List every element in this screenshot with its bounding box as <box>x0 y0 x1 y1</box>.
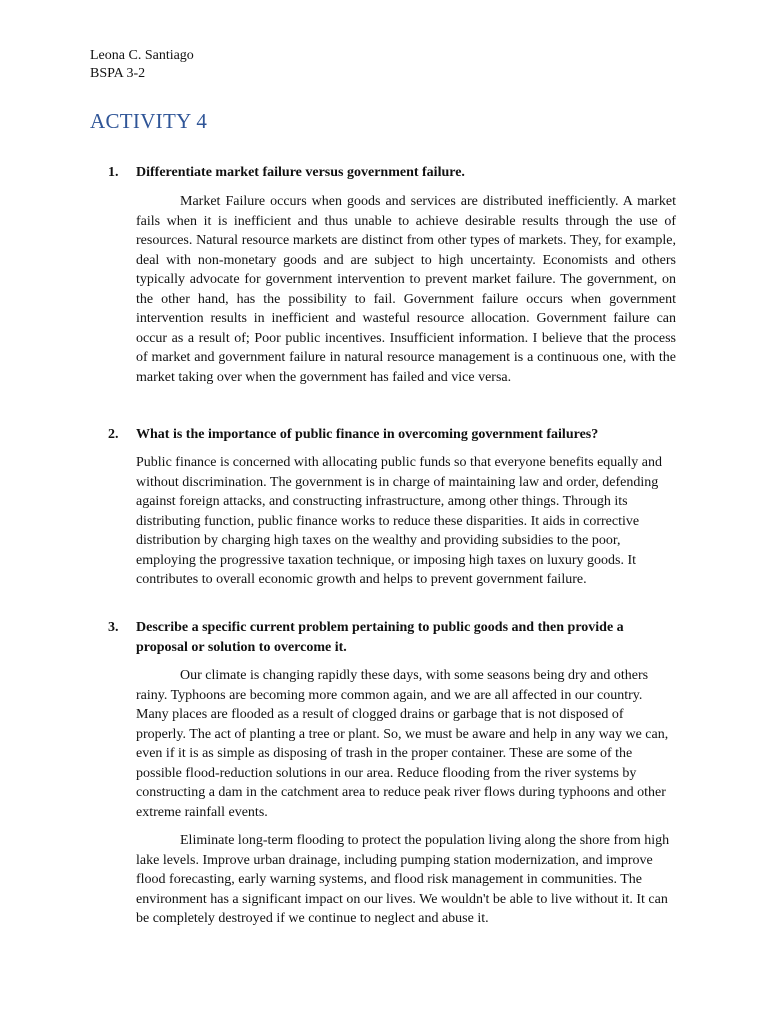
question-2 <box>108 425 678 445</box>
student-info <box>90 47 194 83</box>
question-number: 1. <box>108 165 119 180</box>
question-number: 3. <box>108 620 119 635</box>
student-section: BSPA 3-2 <box>90 66 146 81</box>
question-3 <box>108 618 678 657</box>
student-name: Leona C. Santiago <box>90 48 194 63</box>
document-title: ACTIVITY 4 <box>90 109 208 133</box>
question-text: Describe a specific current problem pertaining to public goods and then provide a proposal or solution to overcome it. <box>136 620 624 655</box>
question-1 <box>108 163 678 183</box>
answer-paragraph: Public finance is concerned with allocating public funds so that everyone benefits equally and without discrimination. The government is in charge of maintaining law and order, defending against foreign attacks, and constructing infrastructure, among other things. Through its distributing function, public finance works to reduce these disparities. It aids in corrective distribution by charging high taxes on the wealthy and providing subsidies to the poor, employing the progressive taxation technique, or imposing high taxes on luxury goods. It contributes to overall economic growth and helps to prevent government failure. <box>136 455 663 587</box>
question-text: What is the importance of public finance in overcoming government failures? <box>136 427 599 442</box>
answer-paragraph: Our climate is changing rapidly these days, with some seasons being dry and others rainy. Typhoons are becoming more common again, and we are all affected in our country. Many places are flooded as a result of clogged drains or garbage that is not disposed of properly. The act of planting a tree or plant. So, we must be aware and help in any way we can, even if it is as simple as disposing of trash in the proper container. These are some of the possible flood-reduction solutions in our area. Reduce flooding from the river systems by constructing a dam in the catchment area to reduce peak river flows during typhoons and other extreme rainfall events. <box>136 668 669 820</box>
answer-paragraph: Market Failure occurs when goods and services are distributed inefficiently. A market fails when it is inefficient and thus unable to achieve desirable results through the use of resources. Natural resource markets are distinct from other types of markets. They, for example, deal with non-monetary goods and are subject to high uncertainty. Economists and others typically advocate for government intervention to prevent market failure. The government, on the other hand, has the possibility to fail. Government failure occurs when government intervention results in inefficient and wasteful resource allocation. Government failure can occur as a result of; Poor public incentives. Insufficient information. I believe that the process of market and government failure in natural resource management is a continuous one, with the market taking over when the government has failed and vice versa. <box>136 194 676 385</box>
answer-paragraph: Eliminate long-term flooding to protect the population living along the shore from high lake levels. Improve urban drainage, including pumping station modernization, and improve flood forecasting, early warning systems, and flood risk management in communities. The environment has a significant impact on our lives. We wouldn't be able to live without it. It can be completely destroyed if we continue to neglect and abuse it. <box>136 833 670 926</box>
question-text: Differentiate market failure versus government failure. <box>136 165 465 180</box>
question-number: 2. <box>108 427 119 442</box>
